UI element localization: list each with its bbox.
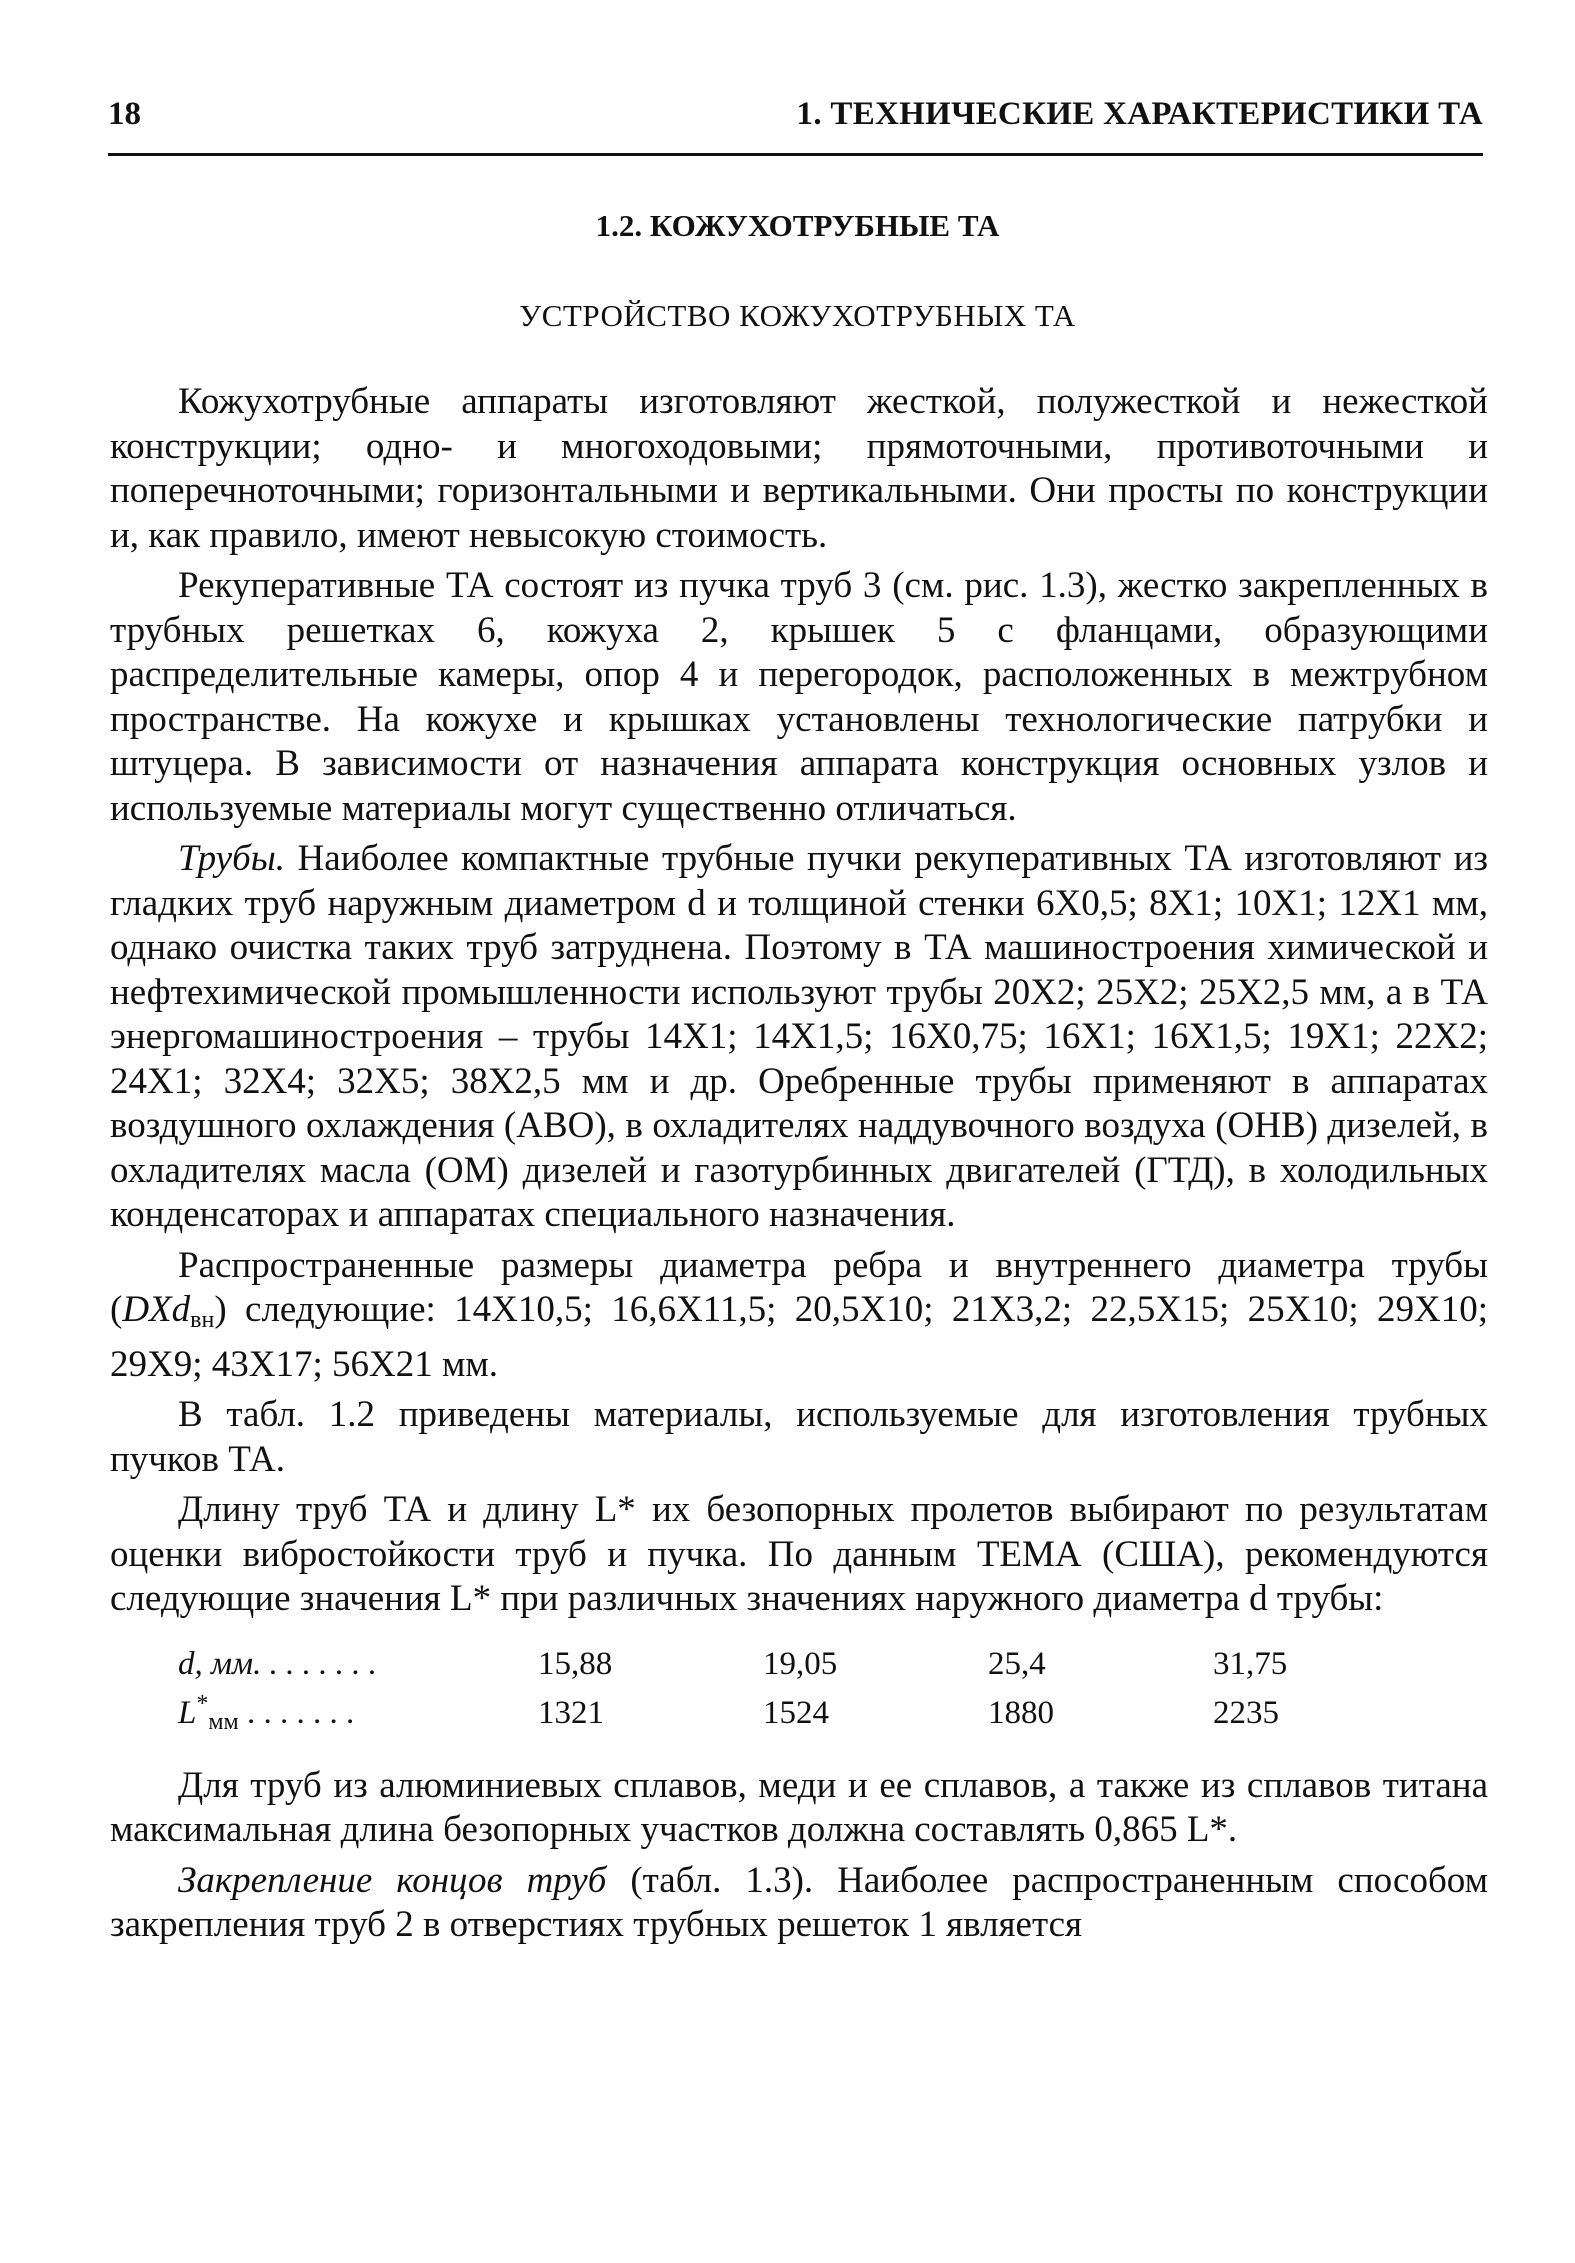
paragraph-recuperative: Рекуперативные ТА состоят из пучка труб 3 (см. рис. 1.3), жестко закрепленных в трубных решетках 6, кожуха 2, крышек 5 с фланцами, образующими распределительные камеры, опор 4 и перегородок, расположенных в межтрубном пространстве. На кожухе и крышках установлены технологические патрубки и штуцера. В зависимости от назначения аппарата конструкция основных узлов и используемые материалы могут существенно отличаться. xyxy=(110,565,1488,829)
table-cell: 19,05 xyxy=(763,1645,838,1682)
table-cell: 1321 xyxy=(538,1694,604,1731)
table-cell: 15,88 xyxy=(538,1645,613,1682)
length-symbol: L xyxy=(178,1694,197,1731)
paragraph-fin-sizes xyxy=(110,1244,1488,1388)
page-number: 18 xyxy=(108,96,141,132)
fin-sizes-subscript: вн xyxy=(190,1307,215,1333)
paragraph-tube-fixing xyxy=(110,1859,1488,1948)
table-cell: 2235 xyxy=(1213,1694,1279,1731)
paragraph-tube-length: Длину труб ТА и длину L* их безопорных пролетов выбирают по результатам оценки вибростойкости труб и пучка. По данным ТЕМА (США), рекомендуются следующие значения L* при различных значениях наружного диаметра d трубы: xyxy=(110,1489,1488,1619)
table-cell: 1524 xyxy=(763,1694,829,1731)
paragraph-tubes xyxy=(110,837,1488,1238)
paragraph-tubes-text: Наиболее компактные трубные пучки рекуперативных ТА изготовляют из гладких труб наружным диаметром d и толщиной стенки 6Х0,5; 8Х1; 10Х1; 12Х1 мм, однако очистка таких труб затруднена. Поэтому в ТА машиностроения химической и нефтехимической промышленности используют трубы 20Х2; 25Х2; 25Х2,5 мм, а в ТА энергомашиностроения – трубы 14Х1; 14Х1,5; 16Х0,75; 16Х1; 16Х1,5; 19Х1; 22Х2; 24Х1; 32Х4; 32Х5; 38Х2,5 мм и др. Оребренные трубы применяют в аппаратах воздушного охлаждения (АВО), в охладителях наддувочного воздуха (ОНВ) дизелей, в охладителях масла (ОМ) дизелей и газотурбинных двигателей (ГТД), в холодильных конденсаторах и аппаратах специального назначения. xyxy=(110,838,1489,1235)
paragraph-table-ref: В табл. 1.2 приведены материалы, используемые для изготовления трубных пучков ТА. xyxy=(110,1394,1488,1480)
table-row-diameter xyxy=(178,1644,1438,1684)
running-head: 1. ТЕХНИЧЕСКИЕ ХАРАКТЕРИСТИКИ ТА xyxy=(796,96,1483,132)
table-row-length xyxy=(178,1684,1438,1742)
paragraph-alloys: Для труб из алюминиевых сплавов, меди и ее сплавов, а также из сплавов титана максимальная длина безопорных участков должна составлять 0,865 L*. xyxy=(110,1764,1488,1850)
fin-sizes-formula: DXd xyxy=(122,1289,191,1330)
table-label-diameter: d, мм. . . . . . . . xyxy=(178,1645,377,1682)
tube-length-table xyxy=(178,1644,1438,1742)
tube-fixing-lead: Закрепление концов труб xyxy=(178,1859,607,1901)
fin-sizes-text-a: Распространенные размеры диаметра ребра и внутреннего диаметра трубы ( xyxy=(110,1244,1488,1330)
table-label-length xyxy=(178,1684,538,1742)
table-cell: 25,4 xyxy=(988,1645,1046,1682)
tube-fixing-text: (табл. 1.3). Наиболее распространенным способом закрепления труб 2 в отверстиях трубных решеток 1 является xyxy=(110,1859,1488,1945)
table-cell: 1880 xyxy=(988,1694,1054,1731)
length-superscript: * xyxy=(196,1690,209,1717)
fin-sizes-text-b: ) следующие: 14Х10,5; 16,6Х11,5; 20,5Х10; 21Х3,2; 22,5Х15; 25Х10; 29Х10; 29Х9; 43Х17; 56Х21 мм. xyxy=(110,1289,1488,1385)
header-rule xyxy=(108,153,1483,156)
table-cell: 31,75 xyxy=(1213,1645,1288,1682)
section-title: 1.2. КОЖУХОТРУБНЫЕ ТА xyxy=(595,208,1000,243)
subsection-title: УСТРОЙСТВО КОЖУХОТРУБНЫХ ТА xyxy=(519,298,1076,333)
length-subscript: мм xyxy=(208,1708,239,1735)
body-text xyxy=(110,380,1488,1948)
page-header xyxy=(108,96,1483,146)
paragraph-intro: Кожухотрубные аппараты изготовляют жесткой, полужесткой и нежесткой конструкции; одно- и многоходовыми; прямоточными, противоточными и поперечноточными; горизонтальными и вертикальными. Они просты по конструкции и, как правило, имеют невысокую стоимость. xyxy=(110,381,1488,556)
length-dots: . . . . . . . xyxy=(238,1694,355,1731)
paragraph-tubes-lead: Трубы. xyxy=(178,838,286,879)
